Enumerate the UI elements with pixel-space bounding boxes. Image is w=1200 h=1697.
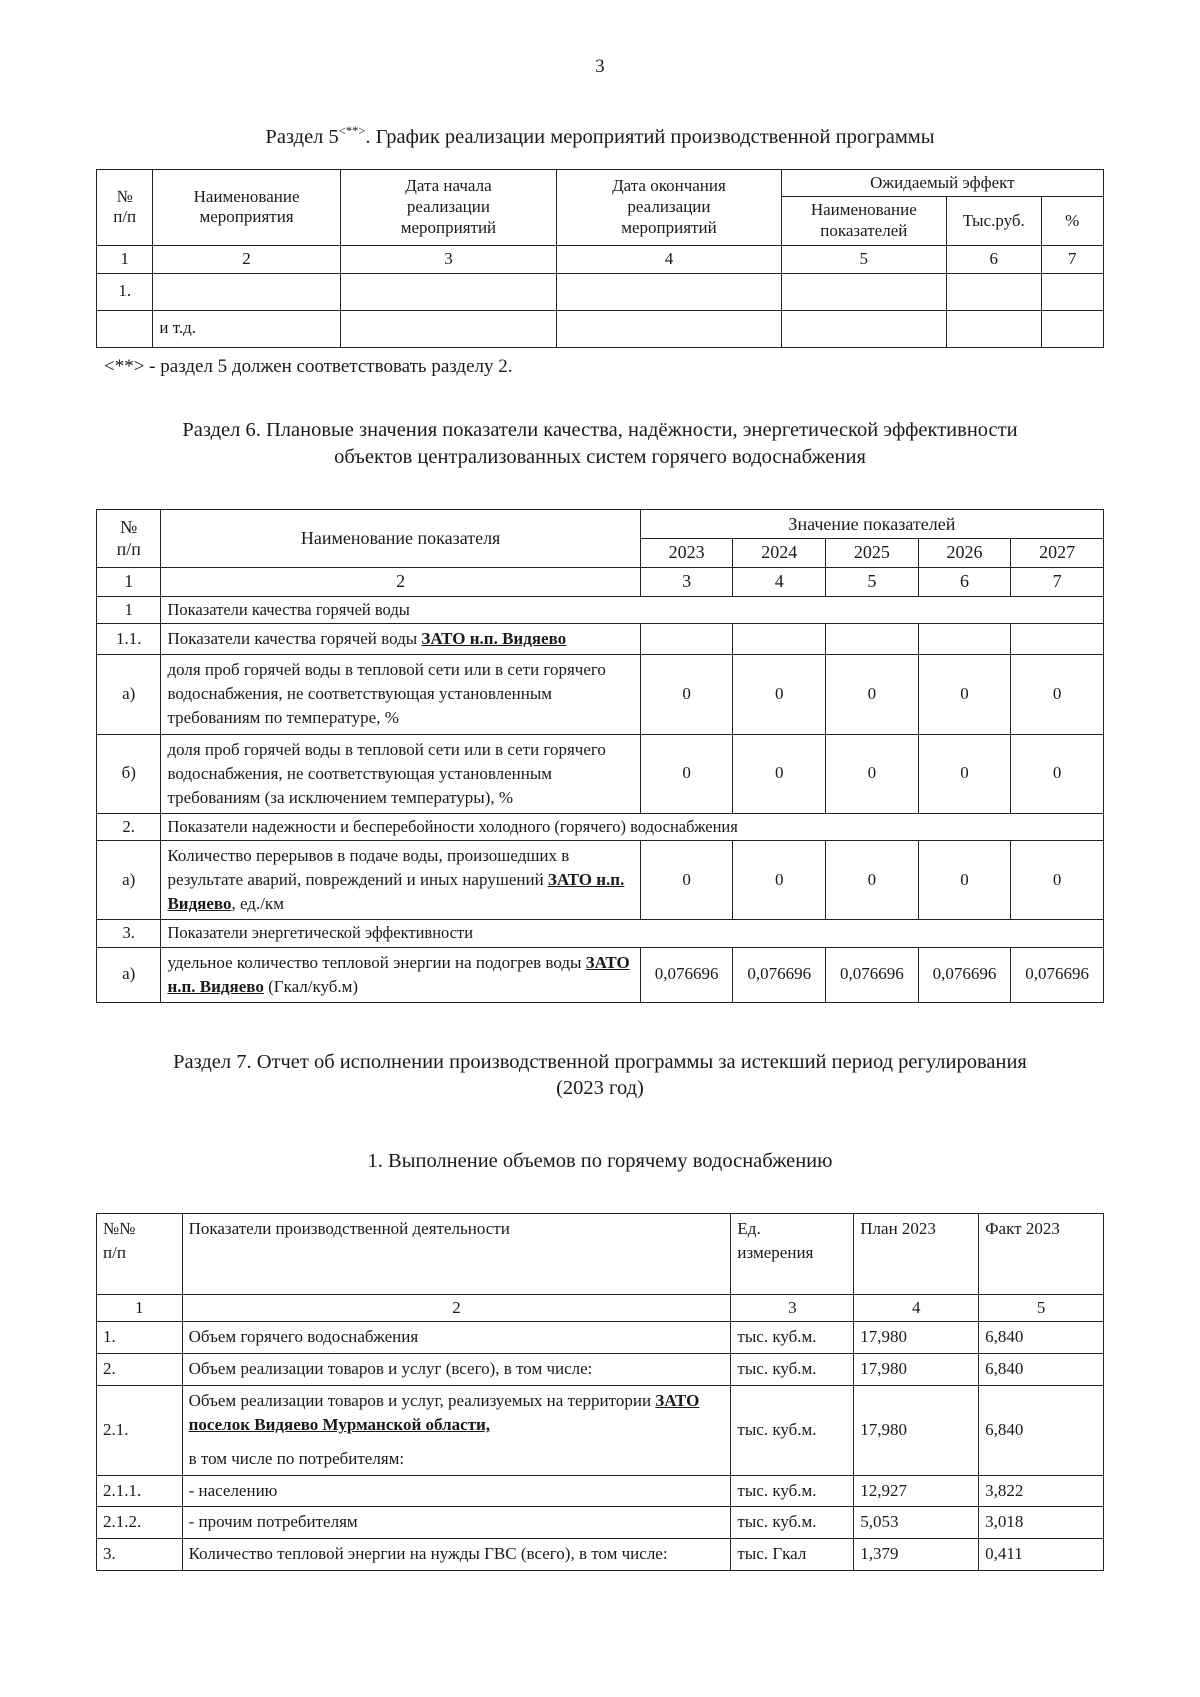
numbering-cell: 2 bbox=[182, 1294, 731, 1322]
table-row bbox=[97, 655, 1104, 734]
row-value-2027: 0,076696 bbox=[1011, 947, 1104, 1002]
header-number-line-2: п/п bbox=[116, 539, 141, 560]
table-row bbox=[97, 813, 1104, 840]
row-indicator-label: Показатели качества горячей воды bbox=[161, 596, 1104, 623]
row-indicator-label bbox=[161, 624, 640, 655]
section-5-footnote: <**> - раздел 5 должен соответствовать разделу 2. bbox=[104, 355, 513, 377]
row-number: а) bbox=[97, 947, 161, 1002]
table-header-row bbox=[97, 1213, 1104, 1294]
row-indicator-label bbox=[161, 841, 640, 920]
numbering-cell: 5 bbox=[781, 245, 946, 273]
row-number: 2.1.2. bbox=[97, 1507, 183, 1539]
row-number: а) bbox=[97, 655, 161, 734]
table-row bbox=[97, 1385, 1104, 1475]
header-cell-thousand-rub: Тыс.руб. bbox=[946, 197, 1041, 245]
row-fact-value: 6,840 bbox=[979, 1322, 1104, 1354]
numbering-cell: 6 bbox=[918, 567, 1011, 596]
row-value-2026: 0 bbox=[918, 734, 1011, 813]
header-number-line-2: п/п bbox=[113, 207, 137, 227]
section-5-title-rest: . График реализации мероприятий производственной программы bbox=[365, 126, 935, 148]
row-indicator-label: - населению bbox=[182, 1475, 731, 1507]
section-6-title-line-2: объектов централизованных систем горячего водоснабжения bbox=[334, 445, 866, 468]
row-indicator-label: - прочим потребителям bbox=[182, 1507, 731, 1539]
row-value-2025: 0 bbox=[826, 655, 919, 734]
row-value-2024 bbox=[733, 624, 826, 655]
table-row bbox=[97, 624, 1104, 655]
section-6-title bbox=[96, 417, 1104, 470]
row-fact-value: 3,018 bbox=[979, 1507, 1104, 1539]
row-plan-value: 5,053 bbox=[854, 1507, 979, 1539]
row-plan-value: 1,379 bbox=[854, 1538, 979, 1570]
row-number bbox=[97, 310, 153, 347]
section-7-subtitle: 1. Выполнение объемов по горячему водоснабжению bbox=[367, 1150, 833, 1173]
row-value-2027: 0 bbox=[1011, 734, 1104, 813]
header-cell-percent: % bbox=[1041, 197, 1103, 245]
numbering-cell: 2 bbox=[161, 567, 640, 596]
section-7-title-line-2: (2023 год) bbox=[556, 1077, 644, 1100]
row-label-text: Количество перерывов в подаче воды, произошедших в результате аварий, повреждений и иных нарушений bbox=[167, 846, 570, 890]
header-start-line-2: реализации bbox=[406, 196, 490, 216]
numbering-cell: 1 bbox=[97, 567, 161, 596]
row-indicator-label: Объем реализации товаров и услуг (всего), в том числе: bbox=[182, 1354, 731, 1386]
row-indicator-label bbox=[182, 1385, 731, 1475]
numbering-cell: 1 bbox=[97, 245, 153, 273]
table-row bbox=[97, 1322, 1104, 1354]
header-end-line-2: реализации bbox=[627, 196, 711, 216]
header-number-line-1: №№ bbox=[103, 1218, 136, 1238]
header-cell-plan-2023: План 2023 bbox=[854, 1213, 979, 1294]
header-end-line-1: Дата окончания bbox=[612, 176, 726, 196]
table-numbering-row bbox=[97, 567, 1104, 596]
row-measure-name: и т.д. bbox=[153, 310, 340, 347]
header-number-line-2: п/п bbox=[103, 1242, 126, 1262]
row-fact-value: 3,822 bbox=[979, 1475, 1104, 1507]
header-indicator-line-1: Наименование bbox=[810, 200, 917, 220]
row-number: 2. bbox=[97, 1354, 183, 1386]
row-percent bbox=[1041, 273, 1103, 310]
table-row bbox=[97, 947, 1104, 1002]
row-label-text: Объем реализации товаров и услуг, реализуемых на территории bbox=[188, 1390, 656, 1410]
row-value-2023 bbox=[640, 624, 733, 655]
row-value-2023: 0 bbox=[640, 841, 733, 920]
row-label-emphasis: ЗАТО н.п. Видяево bbox=[421, 629, 567, 649]
header-cell-unit bbox=[731, 1213, 854, 1294]
header-cell-number bbox=[97, 509, 161, 567]
row-number: 3. bbox=[97, 920, 161, 947]
row-indicator-name bbox=[781, 310, 946, 347]
row-value-2027: 0 bbox=[1011, 841, 1104, 920]
numbering-cell: 4 bbox=[733, 567, 826, 596]
row-fact-value: 6,840 bbox=[979, 1354, 1104, 1386]
section-6-title-line-1: Раздел 6. Плановые значения показатели качества, надёжности, энергетической эффективности bbox=[182, 419, 1018, 442]
row-unit: тыс. куб.м. bbox=[731, 1385, 854, 1475]
row-number: 1.1. bbox=[97, 624, 161, 655]
table-row bbox=[97, 1538, 1104, 1570]
header-start-line-3: мероприятий bbox=[400, 217, 497, 237]
table-numbering-row bbox=[97, 1294, 1104, 1322]
row-number: б) bbox=[97, 734, 161, 813]
row-number: 2.1.1. bbox=[97, 1475, 183, 1507]
numbering-cell: 7 bbox=[1011, 567, 1104, 596]
section-5-title-footnote-marker: <**> bbox=[338, 124, 366, 139]
numbering-cell: 2 bbox=[153, 245, 340, 273]
row-value-2024: 0 bbox=[733, 734, 826, 813]
row-measure-name bbox=[153, 273, 340, 310]
row-label-tail: в том числе по потребителям: bbox=[188, 1449, 405, 1468]
row-value-2026: 0,076696 bbox=[918, 947, 1011, 1002]
row-indicator-label bbox=[161, 947, 640, 1002]
row-number: 2. bbox=[97, 813, 161, 840]
row-unit: тыс. куб.м. bbox=[731, 1475, 854, 1507]
row-start-date bbox=[340, 310, 557, 347]
row-value-2027 bbox=[1011, 624, 1104, 655]
row-value-2027: 0 bbox=[1011, 655, 1104, 734]
row-thousand-rub bbox=[946, 273, 1041, 310]
row-indicator-name bbox=[781, 273, 946, 310]
row-unit: тыс. Гкал bbox=[731, 1538, 854, 1570]
row-value-2025: 0 bbox=[826, 734, 919, 813]
table-row bbox=[97, 734, 1104, 813]
row-number: а) bbox=[97, 841, 161, 920]
row-indicator-label: доля проб горячей воды в тепловой сети или в сети горячего водоснабжения, не соответствующая установленным требованиям по температуре, % bbox=[161, 655, 640, 734]
header-cell-indicator-name bbox=[781, 197, 946, 245]
row-value-2024: 0,076696 bbox=[733, 947, 826, 1002]
row-value-2026 bbox=[918, 624, 1011, 655]
header-cell-activity-indicators: Показатели производственной деятельности bbox=[182, 1213, 731, 1294]
row-indicator-label: доля проб горячей воды в тепловой сети или в сети горячего водоснабжения, не соответствующая установленным требованиям (за исключением температуры), % bbox=[161, 734, 640, 813]
header-unit-line-2: измерения bbox=[737, 1242, 814, 1262]
header-cell-number bbox=[97, 169, 153, 245]
header-cell-year-2027: 2027 bbox=[1011, 539, 1104, 568]
row-plan-value: 17,980 bbox=[854, 1385, 979, 1475]
row-label-emphasis: ЗАТО поселок Видяево Мурманской области, bbox=[188, 1390, 700, 1435]
row-indicator-label: Показатели надежности и бесперебойности холодного (горячего) водоснабжения bbox=[161, 813, 1104, 840]
row-label-text: удельное количество тепловой энергии на подогрев воды bbox=[167, 952, 586, 972]
row-unit: тыс. куб.м. bbox=[731, 1322, 854, 1354]
row-thousand-rub bbox=[946, 310, 1041, 347]
header-cell-number bbox=[97, 1213, 183, 1294]
header-cell-year-2024: 2024 bbox=[733, 539, 826, 568]
row-value-2025 bbox=[826, 624, 919, 655]
page-number: 3 bbox=[595, 56, 605, 77]
row-label-emphasis: ЗАТО н.п. Видяево bbox=[167, 870, 625, 914]
table-row bbox=[97, 1354, 1104, 1386]
numbering-cell: 3 bbox=[640, 567, 733, 596]
row-fact-value: 0,411 bbox=[979, 1538, 1104, 1570]
row-indicator-label: Показатели энергетической эффективности bbox=[161, 920, 1104, 947]
row-plan-value: 17,980 bbox=[854, 1322, 979, 1354]
section-5-title bbox=[96, 124, 1104, 151]
section-7-title bbox=[96, 1049, 1104, 1102]
numbering-cell: 7 bbox=[1041, 245, 1103, 273]
row-end-date bbox=[557, 273, 782, 310]
header-cell-year-2023: 2023 bbox=[640, 539, 733, 568]
row-plan-value: 12,927 bbox=[854, 1475, 979, 1507]
row-number: 1. bbox=[97, 273, 153, 310]
section-7-title-line-1: Раздел 7. Отчет об исполнении производственной программы за истекший период регулирования bbox=[173, 1050, 1027, 1073]
table-row bbox=[97, 1507, 1104, 1539]
table-row bbox=[97, 920, 1104, 947]
header-indicator-line-2: показателей bbox=[820, 221, 908, 241]
header-cell-expected-effect-group: Ожидаемый эффект bbox=[781, 169, 1103, 197]
row-number: 2.1. bbox=[97, 1385, 183, 1475]
row-value-2025: 0 bbox=[826, 841, 919, 920]
numbering-cell: 3 bbox=[340, 245, 557, 273]
row-value-2024: 0 bbox=[733, 655, 826, 734]
row-plan-value: 17,980 bbox=[854, 1354, 979, 1386]
row-start-date bbox=[340, 273, 557, 310]
row-number: 1 bbox=[97, 596, 161, 623]
row-number: 3. bbox=[97, 1538, 183, 1570]
numbering-cell: 3 bbox=[731, 1294, 854, 1322]
row-value-2026: 0 bbox=[918, 841, 1011, 920]
table-row bbox=[97, 596, 1104, 623]
row-end-date bbox=[557, 310, 782, 347]
table-row bbox=[97, 1475, 1104, 1507]
table-row bbox=[97, 273, 1104, 310]
header-cell-fact-2023: Факт 2023 bbox=[979, 1213, 1104, 1294]
header-number-line-1: № bbox=[120, 516, 138, 537]
header-number-line-1: № bbox=[116, 186, 133, 206]
numbering-cell: 1 bbox=[97, 1294, 183, 1322]
row-label-tail: (Гкал/куб.м) bbox=[263, 976, 359, 996]
header-cell-measure-name bbox=[153, 169, 340, 245]
row-fact-value: 6,840 bbox=[979, 1385, 1104, 1475]
row-indicator-label: Количество тепловой энергии на нужды ГВС (всего), в том числе: bbox=[182, 1538, 731, 1570]
section-5-table bbox=[96, 169, 1104, 348]
numbering-cell: 4 bbox=[557, 245, 782, 273]
header-cell-values-group: Значение показателей bbox=[640, 509, 1103, 539]
numbering-cell: 5 bbox=[826, 567, 919, 596]
header-cell-end-date bbox=[557, 169, 782, 245]
row-indicator-label: Объем горячего водоснабжения bbox=[182, 1322, 731, 1354]
row-label-emphasis: ЗАТО н.п. Видяево bbox=[167, 952, 630, 996]
row-percent bbox=[1041, 310, 1103, 347]
row-value-2026: 0 bbox=[918, 655, 1011, 734]
table-row bbox=[97, 841, 1104, 920]
header-cell-year-2026: 2026 bbox=[918, 539, 1011, 568]
header-end-line-3: мероприятий bbox=[621, 217, 717, 237]
header-cell-year-2025: 2025 bbox=[826, 539, 919, 568]
header-measure-line-2: мероприятия bbox=[199, 207, 294, 227]
header-cell-indicator-name: Наименование показателя bbox=[161, 509, 640, 567]
row-unit: тыс. куб.м. bbox=[731, 1354, 854, 1386]
table-header-row bbox=[97, 509, 1104, 539]
row-value-2023: 0 bbox=[640, 655, 733, 734]
row-unit: тыс. куб.м. bbox=[731, 1507, 854, 1539]
row-value-2023: 0 bbox=[640, 734, 733, 813]
row-label-text: Показатели качества горячей воды bbox=[167, 629, 422, 649]
table-numbering-row bbox=[97, 245, 1104, 273]
table-header-row bbox=[97, 169, 1104, 197]
numbering-cell: 5 bbox=[979, 1294, 1104, 1322]
header-start-line-1: Дата начала bbox=[405, 176, 492, 196]
numbering-cell: 6 bbox=[946, 245, 1041, 273]
row-value-2023: 0,076696 bbox=[640, 947, 733, 1002]
header-cell-start-date bbox=[340, 169, 557, 245]
section-5-title-prefix: Раздел 5 bbox=[265, 126, 339, 148]
section-7-table bbox=[96, 1213, 1104, 1571]
section-6-table bbox=[96, 509, 1104, 1003]
row-value-2025: 0,076696 bbox=[826, 947, 919, 1002]
row-label-tail: , ед./км bbox=[231, 894, 284, 914]
row-value-2024: 0 bbox=[733, 841, 826, 920]
numbering-cell: 4 bbox=[854, 1294, 979, 1322]
row-number: 1. bbox=[97, 1322, 183, 1354]
header-measure-line-1: Наименование bbox=[193, 186, 300, 206]
header-unit-line-1: Ед. bbox=[737, 1218, 761, 1238]
table-row bbox=[97, 310, 1104, 347]
